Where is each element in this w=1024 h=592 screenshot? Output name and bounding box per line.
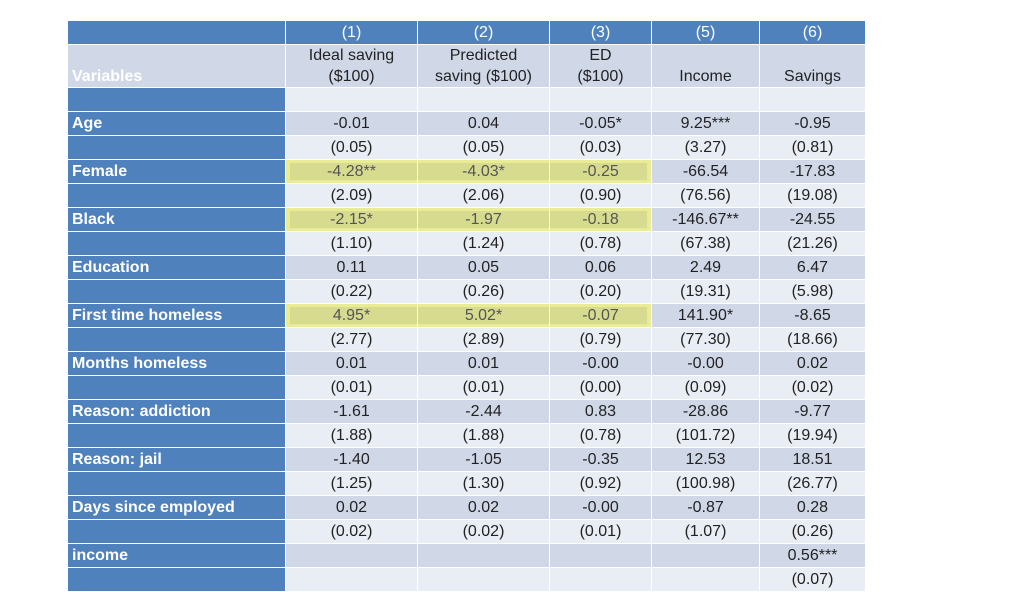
coef-cell: 4.95* — [286, 304, 418, 328]
coef-cell: 12.53 — [652, 448, 760, 472]
coef-cell: 0.02 — [418, 496, 550, 520]
se-cell: (101.72) — [652, 424, 760, 448]
se-cell: (0.79) — [550, 328, 652, 352]
coef-cell: 141.90* — [652, 304, 760, 328]
se-cell: (19.31) — [652, 280, 760, 304]
variable-label-empty — [68, 232, 286, 256]
coef-row — [68, 304, 866, 328]
table-body — [68, 112, 866, 592]
spacer-row — [68, 88, 866, 112]
se-cell: (1.30) — [418, 472, 550, 496]
coef-cell — [286, 544, 418, 568]
se-cell: (0.02) — [760, 376, 866, 400]
se-cell: (0.02) — [286, 520, 418, 544]
coef-row — [68, 208, 866, 232]
coef-row — [68, 160, 866, 184]
col-number: (6) — [760, 21, 866, 45]
coef-cell: -0.35 — [550, 448, 652, 472]
coef-row — [68, 256, 866, 280]
coef-cell: -9.77 — [760, 400, 866, 424]
se-cell: (0.26) — [760, 520, 866, 544]
se-row — [68, 328, 866, 352]
se-cell: (0.09) — [652, 376, 760, 400]
spacer-cell — [652, 88, 760, 112]
col-title-line2: ($100) — [577, 68, 624, 85]
se-cell: (0.07) — [760, 568, 866, 592]
se-cell: (26.77) — [760, 472, 866, 496]
se-cell: (67.38) — [652, 232, 760, 256]
coef-cell: 0.02 — [760, 352, 866, 376]
coef-cell: 18.51 — [760, 448, 866, 472]
se-cell: (1.07) — [652, 520, 760, 544]
coef-cell: 0.83 — [550, 400, 652, 424]
se-cell: (5.98) — [760, 280, 866, 304]
coef-cell: -1.05 — [418, 448, 550, 472]
column-title-row — [68, 45, 866, 88]
se-cell: (0.05) — [286, 136, 418, 160]
coef-row — [68, 112, 866, 136]
variable-label: Reason: jail — [68, 448, 286, 472]
col-title-line2: ($100) — [328, 68, 375, 85]
spacer-cell — [550, 88, 652, 112]
se-row — [68, 136, 866, 160]
se-row — [68, 280, 866, 304]
coef-cell: -17.83 — [760, 160, 866, 184]
coef-cell: -146.67** — [652, 208, 760, 232]
coef-cell: -0.00 — [550, 352, 652, 376]
coef-cell: -0.18 — [550, 208, 652, 232]
se-cell: (19.94) — [760, 424, 866, 448]
header-corner-cell — [68, 21, 286, 45]
se-row — [68, 232, 866, 256]
se-cell: (0.78) — [550, 232, 652, 256]
coef-cell — [550, 544, 652, 568]
se-cell: (2.06) — [418, 184, 550, 208]
se-cell: (100.98) — [652, 472, 760, 496]
coef-cell: 0.06 — [550, 256, 652, 280]
coef-cell: 6.47 — [760, 256, 866, 280]
se-cell: (0.26) — [418, 280, 550, 304]
coef-row — [68, 544, 866, 568]
coef-row — [68, 400, 866, 424]
coef-cell: -1.40 — [286, 448, 418, 472]
spacer-cell — [760, 88, 866, 112]
variable-label-empty — [68, 568, 286, 592]
variables-header: Variables — [68, 45, 286, 88]
se-cell: (19.08) — [760, 184, 866, 208]
coef-cell — [652, 544, 760, 568]
spacer-label-cell — [68, 88, 286, 112]
variable-label: Reason: addiction — [68, 400, 286, 424]
se-cell: (0.81) — [760, 136, 866, 160]
coef-cell: 0.04 — [418, 112, 550, 136]
variable-label: Education — [68, 256, 286, 280]
se-row — [68, 472, 866, 496]
col-title-line1: ED — [589, 47, 612, 64]
coef-cell: -1.61 — [286, 400, 418, 424]
variable-label: income — [68, 544, 286, 568]
col-title-predicted-saving — [418, 45, 550, 88]
variable-label: Months homeless — [68, 352, 286, 376]
se-row — [68, 184, 866, 208]
se-cell: (3.27) — [652, 136, 760, 160]
variable-label: Age — [68, 112, 286, 136]
variable-label: First time homeless — [68, 304, 286, 328]
coef-cell: -4.03* — [418, 160, 550, 184]
variable-label-empty — [68, 424, 286, 448]
variable-label-empty — [68, 280, 286, 304]
coef-cell: -0.05* — [550, 112, 652, 136]
regression-table — [67, 20, 866, 592]
se-cell: (2.09) — [286, 184, 418, 208]
col-title-ed — [550, 45, 652, 88]
coef-cell: 5.02* — [418, 304, 550, 328]
se-cell: (1.88) — [418, 424, 550, 448]
se-cell: (0.22) — [286, 280, 418, 304]
coef-cell: -0.95 — [760, 112, 866, 136]
se-row — [68, 424, 866, 448]
spacer-cell — [286, 88, 418, 112]
variable-label: Female — [68, 160, 286, 184]
se-cell: (0.92) — [550, 472, 652, 496]
coef-cell — [418, 544, 550, 568]
col-title-income: Income — [652, 45, 760, 88]
col-number: (5) — [652, 21, 760, 45]
variable-label-empty — [68, 376, 286, 400]
coef-cell: 0.05 — [418, 256, 550, 280]
col-title-line1: Predicted — [449, 47, 518, 64]
column-number-row — [68, 21, 866, 45]
se-cell: (18.66) — [760, 328, 866, 352]
spacer-cell — [418, 88, 550, 112]
variable-label-empty — [68, 520, 286, 544]
coef-cell: -4.28** — [286, 160, 418, 184]
variable-label-empty — [68, 184, 286, 208]
se-row — [68, 568, 866, 592]
col-number: (3) — [550, 21, 652, 45]
coef-cell: -2.44 — [418, 400, 550, 424]
se-cell: (1.25) — [286, 472, 418, 496]
se-cell: (1.24) — [418, 232, 550, 256]
variable-label: Black — [68, 208, 286, 232]
variable-label-empty — [68, 472, 286, 496]
coef-cell: -2.15* — [286, 208, 418, 232]
coef-row — [68, 352, 866, 376]
coef-cell: 0.02 — [286, 496, 418, 520]
col-number: (1) — [286, 21, 418, 45]
se-cell: (0.20) — [550, 280, 652, 304]
coef-cell: -0.01 — [286, 112, 418, 136]
se-cell: (0.78) — [550, 424, 652, 448]
coef-cell: -0.25 — [550, 160, 652, 184]
coef-cell: -24.55 — [760, 208, 866, 232]
se-cell: (0.02) — [418, 520, 550, 544]
coef-cell: -0.07 — [550, 304, 652, 328]
coef-cell: -66.54 — [652, 160, 760, 184]
coef-cell: -28.86 — [652, 400, 760, 424]
col-title-line1: Ideal saving — [308, 47, 395, 64]
se-cell — [418, 568, 550, 592]
variable-label-empty — [68, 328, 286, 352]
coef-cell: 0.01 — [286, 352, 418, 376]
se-cell: (0.01) — [418, 376, 550, 400]
coef-cell: -8.65 — [760, 304, 866, 328]
se-cell: (0.01) — [286, 376, 418, 400]
variable-label-empty — [68, 136, 286, 160]
coef-row — [68, 448, 866, 472]
se-cell: (0.00) — [550, 376, 652, 400]
col-title-savings: Savings — [760, 45, 866, 88]
coef-row — [68, 496, 866, 520]
se-cell: (1.88) — [286, 424, 418, 448]
coef-cell: -1.97 — [418, 208, 550, 232]
coef-cell: 0.28 — [760, 496, 866, 520]
se-cell: (0.05) — [418, 136, 550, 160]
col-number: (2) — [418, 21, 550, 45]
col-title-ideal-saving — [286, 45, 418, 88]
se-cell: (2.77) — [286, 328, 418, 352]
coef-cell: 9.25*** — [652, 112, 760, 136]
coef-cell: 0.56*** — [760, 544, 866, 568]
se-cell: (0.01) — [550, 520, 652, 544]
se-row — [68, 520, 866, 544]
se-cell — [286, 568, 418, 592]
se-cell — [652, 568, 760, 592]
se-cell — [550, 568, 652, 592]
coef-cell: 0.11 — [286, 256, 418, 280]
se-cell: (77.30) — [652, 328, 760, 352]
se-cell: (76.56) — [652, 184, 760, 208]
col-title-line2: saving ($100) — [435, 68, 532, 85]
coef-cell: -0.00 — [652, 352, 760, 376]
coef-cell: -0.87 — [652, 496, 760, 520]
coef-cell: -0.00 — [550, 496, 652, 520]
coef-cell: 0.01 — [418, 352, 550, 376]
se-cell: (21.26) — [760, 232, 866, 256]
se-cell: (0.03) — [550, 136, 652, 160]
se-cell: (0.90) — [550, 184, 652, 208]
se-cell: (1.10) — [286, 232, 418, 256]
variable-label: Days since employed — [68, 496, 286, 520]
se-row — [68, 376, 866, 400]
coef-cell: 2.49 — [652, 256, 760, 280]
se-cell: (2.89) — [418, 328, 550, 352]
